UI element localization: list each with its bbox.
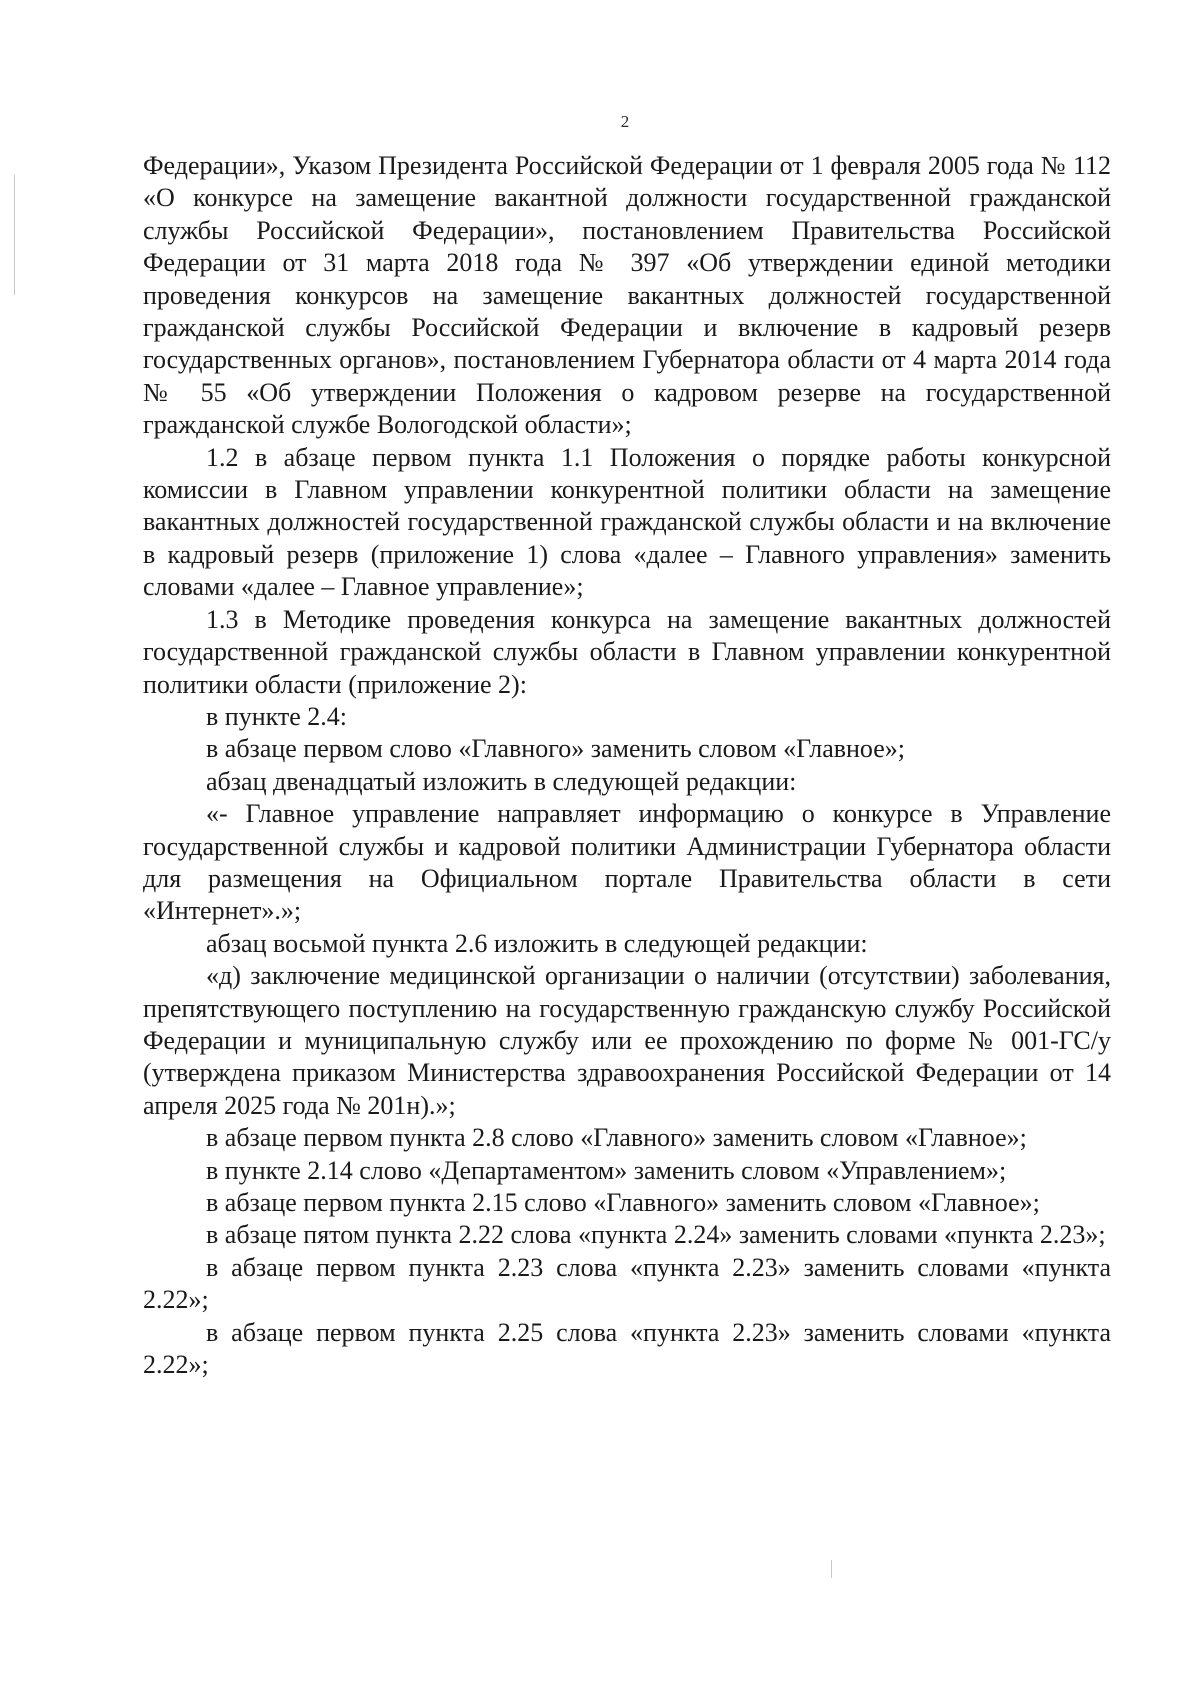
paragraph-point-2-15: в абзаце первом пункта 2.15 слово «Главного» заменить словом «Главное»; — [206, 1188, 1040, 1217]
paragraph-point-2-23: в абзаце первом пункта 2.23 слова «пункта 2.23» заменить словами «пункта 2.22»; — [143, 1252, 1111, 1315]
paragraph-point-2-14: в пункте 2.14 слово «Департаментом» заменить словом «Управлением»; — [206, 1155, 1007, 1185]
paragraph-first-abzac: в абзаце первом слово «Главного» заменить словом «Главное»; — [206, 734, 906, 764]
paragraph-point-2-4: в пункте 2.4: — [206, 701, 348, 731]
paragraph-continuation: Федерации», Указом Президента Российской Федерации от 1 февраля 2005 года № 112 «О конкурсе на замещение вакантной должности государственной гражданской службы Российской Федерации», постановлением Правительства Российской Федерации от 31 марта 2018 года № 397 «Об утверждении единой методики проведения конкурсов на замещение вакантных должностей государственной гражданской службы Российской Федерации и включение в кадровый резерв государственных органов», постановлением Губернатора области от 4 марта 2014 года № 55 «Об утверждении Положения о кадровом резерве на государственной гражданской службе Вологодской области»; — [143, 151, 1111, 440]
scan-artifact-line — [831, 1560, 832, 1578]
paragraph-quoted-medical: «д) заключение медицинской организации о наличии (отсутствии) заболевания, препятствующего поступлению на государственную гражданскую службу Российской Федерации и муниципальную службу или ее прохождению по форме № 001-ГС/у (утверждена приказом Министерства здравоохранения Российской Федерации от 14 апреля 2025 года № 201н).»; — [143, 961, 1111, 1120]
paragraph-item-1-3: 1.3 в Методике проведения конкурса на замещение вакантных должностей государственной гражданской службы области в Главном управлении конкурентной политики области (приложение 2): — [143, 604, 1111, 699]
paragraph-point-2-6: абзац восьмой пункта 2.6 изложить в следующей редакции: — [206, 928, 868, 958]
paragraph-point-2-25: в абзаце первом пункта 2.25 слова «пункта 2.23» заменить словами «пункта 2.22»; — [143, 1317, 1111, 1380]
paragraph-point-2-22: в абзаце пятом пункта 2.22 слова «пункта 2.24» заменить словами «пункта 2.23»; — [206, 1220, 1106, 1250]
paragraph-quoted-new-text: «- Главное управление направляет информацию о конкурсе в Управление государственной службы и кадровой политики Администрации Губернатора области для размещения на Официальном портале Правительства области в сети «Интернет».»; — [143, 799, 1111, 926]
document-body — [143, 150, 1111, 1381]
paragraph-twelfth-abzac: абзац двенадцатый изложить в следующей редакции: — [206, 766, 797, 796]
paragraph-item-1-2: 1.2 в абзаце первом пункта 1.1 Положения о порядке работы конкурсной комиссии в Главном управлении конкурентной политики области на замещение вакантных должностей государственной гражданской службы области и на включение в кадровый резерв (приложение 1) слова «далее – Главного управления» заменить словами «далее – Главное управление»; — [143, 442, 1111, 602]
paragraph-point-2-8: в абзаце первом пункта 2.8 слово «Главного» заменить словом «Главное»; — [206, 1123, 1027, 1153]
scan-artifact-line — [14, 175, 15, 295]
page-number: 2 — [620, 112, 630, 131]
